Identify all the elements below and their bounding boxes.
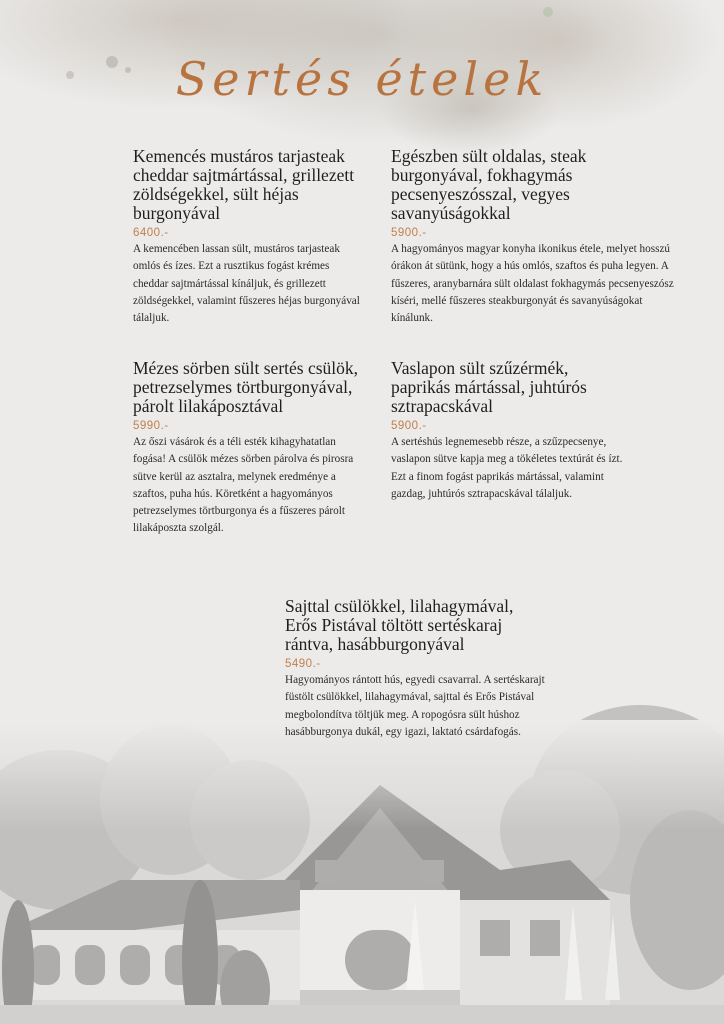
dish-name: Egészben sült oldalas, steak burgonyával, fokhagymás pecsenyeszósszal, vegyes savanyúságokkal — [391, 146, 587, 223]
dish-price: 5490.- — [285, 658, 321, 670]
dish-description: Az őszi vásárok és a téli esték kihagyhatatlan fogása! A csülök mézes sörben párolva és pirosra sütve kerül az asztalra, melynek eredménye a szaftos, puha hús. Köretként a hagyományos petrezselymes törtburgonya és a fűszeres párolt lilakáposzta szolgál. — [133, 436, 354, 535]
page-title: Sertés ételek — [175, 52, 549, 106]
dish-name: Mézes sörben sült sertés csülök, petrezselymes törtburgonyával, párolt lilakáposztával — [133, 358, 359, 416]
menu-item — [391, 359, 631, 503]
menu-item — [133, 147, 363, 327]
dish-name: Kemencés mustáros tarjasteak cheddar sajtmártással, grillezett zöldségekkel, sült héjas burgonyával — [133, 146, 355, 223]
menu-item — [391, 147, 681, 327]
dish-description: Hagyományos rántott hús, egyedi csavarral. A sertéskarajt füstölt csülökkel, lilahagymával, sajttal és Erős Pistával megbolondítva töltjük meg. A ropogósra sült húshoz hasábburgonya dukál, egy igazi, laktató csárdafogás. — [285, 674, 545, 738]
dish-description: A kemencében lassan sült, mustáros tarjasteak omlós és ízes. Ezt a rusztikus fogást krémes cheddar sajtmártással kínáljuk, és grillezett zöldségekkel, valamint fűszeres héjas burgonyával tálaljuk. — [133, 243, 360, 325]
dish-description: A sertéshús legnemesebb része, a szűzpecsenye, vaslapon sütve kapja meg a tökéletes textúrát és ízt. Ezt a finom fogást paprikás mártással, valamint gazdag, juhtúrós sztrapacskával tálaljuk. — [391, 436, 623, 500]
dish-price: 5990.- — [133, 420, 169, 432]
dish-price: 5900.- — [391, 227, 427, 239]
dish-price: 5900.- — [391, 420, 427, 432]
menu-item — [133, 359, 368, 538]
dish-name: Sajttal csülökkel, lilahagymával, Erős Pistával töltött sertéskaraj rántva, hasábburgonyával — [285, 596, 514, 654]
dish-description: A hagyományos magyar konyha ikonikus étele, melyet hosszú órákon át sütünk, hogy a hús omlós, szaftos és puha legyen. A fűszeres, aranybarnára sült oldalast fokhagymás pecsenyeszósz kíséri, mellé fűszeres steakburgonyát és savanyúságokat kínálunk. — [391, 243, 674, 325]
dish-price: 6400.- — [133, 227, 169, 239]
menu-item — [285, 597, 545, 741]
dish-name: Vaslapon sült szűzérmék, paprikás mártással, juhtúrós sztrapacskával — [391, 358, 587, 416]
